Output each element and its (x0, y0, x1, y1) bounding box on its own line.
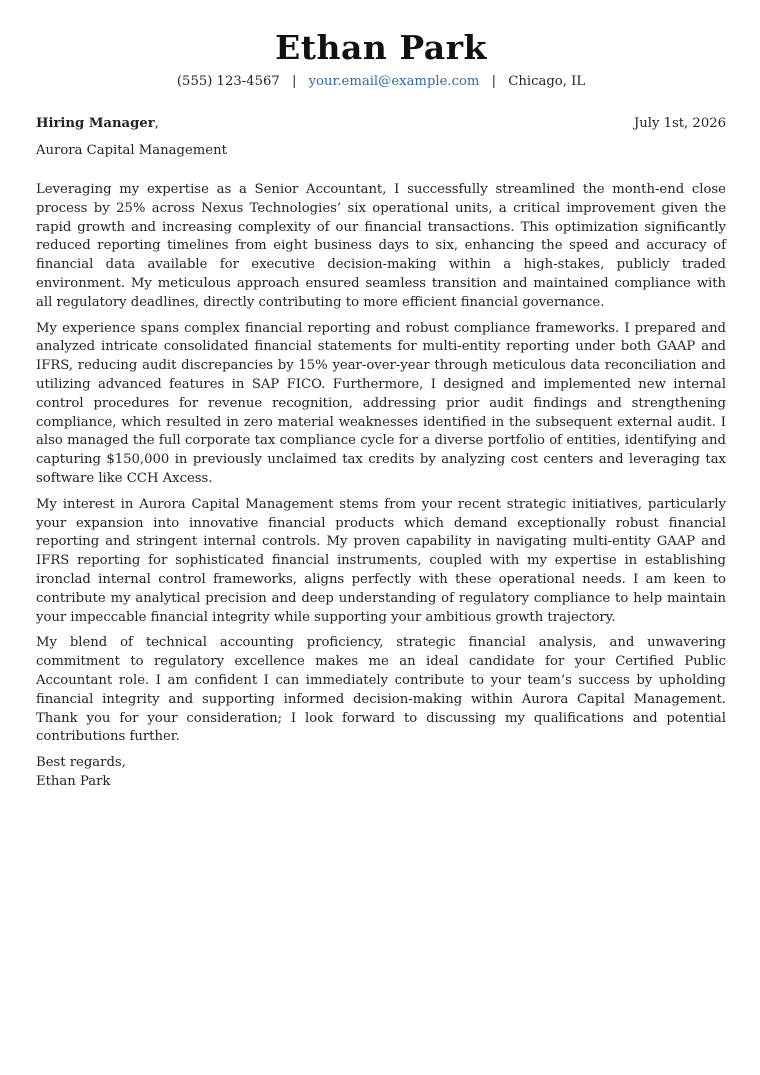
body-paragraph: My experience spans complex financial reporting and robust compliance frameworks. I prepared and analyzed intricate consolidated financial statements for multi-entity reporting under both GAAP and IFRS, reducing audit discrepancies by 15% year-over-year through meticulous data reconciliation and utilizing advanced features in SAP FICO. Furthermore, I designed and implemented new internal control procedures for revenue recognition, addressing prior audit findings and strengthening compliance, which resulted in zero material weaknesses identified in the subsequent external audit. I also managed the full corporate tax compliance cycle for a diverse portfolio of entities, identifying and capturing $150,000 in previously unclaimed tax credits by analyzing cost centers and leveraging tax software like CCH Axcess. (36, 320, 726, 486)
body-paragraph: Leveraging my expertise as a Senior Accountant, I successfully streamlined the month-end close process by 25% across Nexus Technologies’ six operational units, a critical improvement given the rapid growth and increasing complexity of our financial transactions. This optimization significantly reduced reporting timelines from eight business days to six, enhancing the speed and accuracy of financial data available for executive decision-making within a high-stakes, publicly traded environment. My meticulous approach ensured seamless transition and maintained compliance with all regulatory deadlines, directly contributing to more efficient financial governance. (36, 182, 726, 310)
applicant-name: Ethan Park (275, 28, 487, 67)
recipient-comma: , (154, 116, 159, 131)
location: Chicago, IL (508, 74, 586, 89)
closing-block (36, 754, 726, 792)
phone-number: (555) 123-4567 (176, 74, 280, 89)
signature-name: Ethan Park (36, 773, 111, 789)
recipient-line (36, 115, 159, 133)
cover-letter-page (36, 28, 726, 792)
body-paragraph: My blend of technical accounting proficiency, strategic financial analysis, and unwavering commitment to regulatory excellence makes me an ideal candidate for your Certified Public Accountant role. I am confident I can immediately contribute to your team’s success by upholding financial integrity and supporting informed decision-making within Aurora Capital Management. Thank you for your consideration; I look forward to discussing my qualifications and potential contributions further. (36, 635, 726, 745)
email-link[interactable]: your.email@example.com (308, 74, 480, 89)
letter-body (36, 181, 726, 747)
contact-line (36, 73, 726, 91)
recipient-name: Hiring Manager (36, 116, 155, 131)
separator: | (491, 74, 497, 89)
company-name: Aurora Capital Management (36, 143, 227, 158)
letter-date: July 1st, 2026 (633, 116, 726, 131)
closing-salutation: Best regards, (36, 755, 126, 771)
recipient-row (36, 115, 726, 133)
body-paragraph: My interest in Aurora Capital Management stems from your recent strategic initiatives, particularly your expansion into innovative financial products which demand exceptionally robust financial reporting and stringent internal controls. My proven capability in navigating multi-entity GAAP and IFRS reporting for sophisticated financial instruments, coupled with my expertise in establishing ironclad internal control frameworks, aligns perfectly with these operational needs. I am keen to contribute my analytical precision and deep understanding of regulatory compliance to help maintain your impeccable financial integrity while supporting your ambitious growth trajectory. (36, 496, 726, 625)
separator: | (291, 74, 297, 89)
